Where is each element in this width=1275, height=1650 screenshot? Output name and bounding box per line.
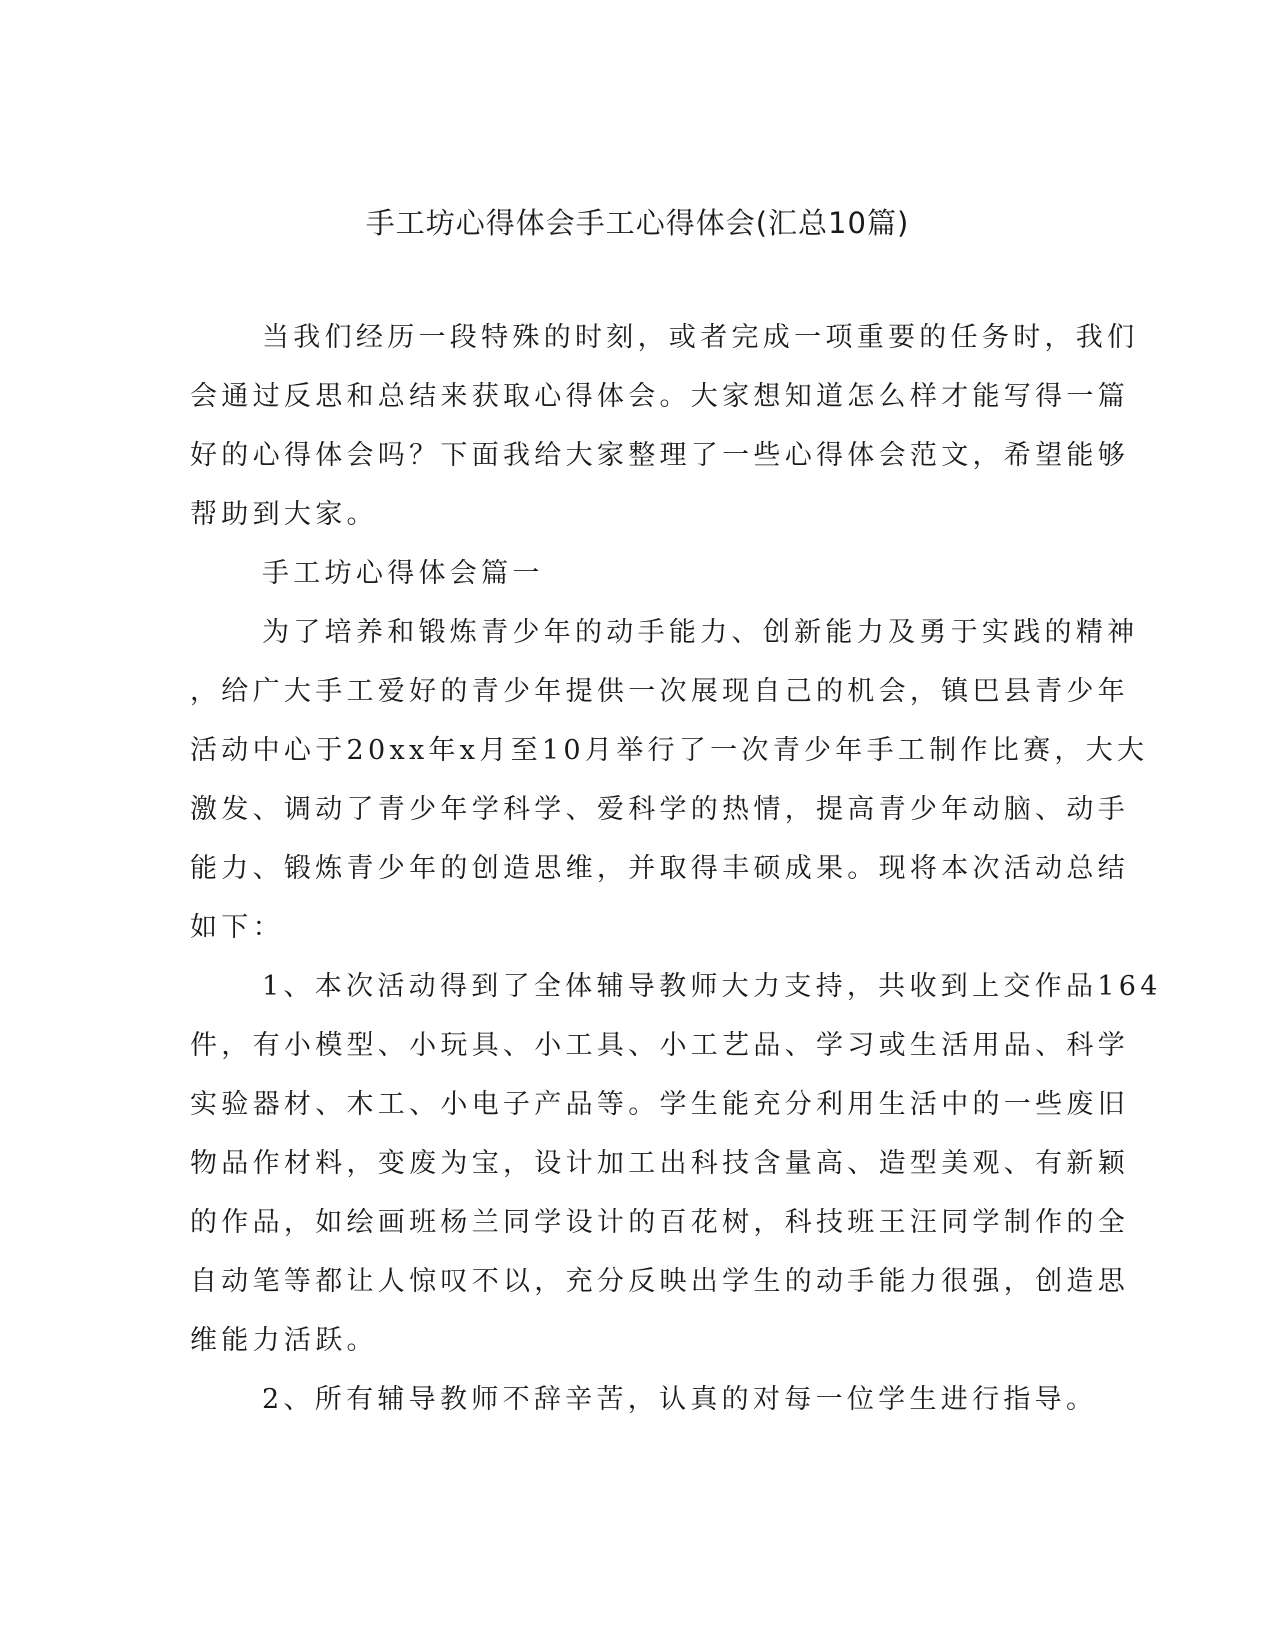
intro-line-2: 会通过反思和总结来获取心得体会。大家想知道怎么样才能写得一篇: [190, 381, 1129, 412]
intro-line-1: 当我们经历一段特殊的时刻，或者完成一项重要的任务时，我们: [262, 322, 1139, 353]
item-1-line-6: 自动笔等都让人惊叹不以，充分反映出学生的动手能力很强，创造思: [190, 1266, 1129, 1297]
item-1-line-4: 物品作材料，变废为宝，设计加工出科技含量高、造型美观、有新颖: [190, 1148, 1129, 1179]
item-1-line-2: 件，有小模型、小玩具、小工具、小工艺品、学习或生活用品、科学: [190, 1030, 1129, 1061]
document-title: 手工坊心得体会手工心得体会(汇总10篇): [365, 206, 910, 240]
body-line-5: 能力、锻炼青少年的创造思维，并取得丰硕成果。现将本次活动总结: [190, 853, 1129, 884]
body-line-3: 活动中心于20xx年x月至10月举行了一次青少年手工制作比赛，大大: [190, 735, 1149, 766]
body-line-4: 激发、调动了青少年学科学、爱科学的热情，提高青少年动脑、动手: [190, 794, 1129, 825]
item-1-line-5: 的作品，如绘画班杨兰同学设计的百花树，科技班王汪同学制作的全: [190, 1207, 1129, 1238]
intro-line-3: 好的心得体会吗？下面我给大家整理了一些心得体会范文，希望能够: [190, 440, 1129, 471]
item-1-line-1: 1、本次活动得到了全体辅导教师大力支持，共收到上交作品164: [262, 971, 1162, 1002]
item-1-line-3: 实验器材、木工、小电子产品等。学生能充分利用生活中的一些废旧: [190, 1089, 1129, 1120]
body-line-1: 为了培养和锻炼青少年的动手能力、创新能力及勇于实践的精神: [262, 617, 1139, 648]
item-1-line-7: 维能力活跃。: [190, 1325, 378, 1356]
intro-line-4: 帮助到大家。: [190, 499, 378, 530]
body-line-6: 如下：: [190, 912, 284, 943]
item-2-line-1: 2、所有辅导教师不辞辛苦，认真的对每一位学生进行指导。: [262, 1384, 1098, 1415]
section-heading: 手工坊心得体会篇一: [262, 558, 544, 589]
body-line-2: ，给广大手工爱好的青少年提供一次展现自己的机会，镇巴县青少年: [190, 676, 1129, 707]
